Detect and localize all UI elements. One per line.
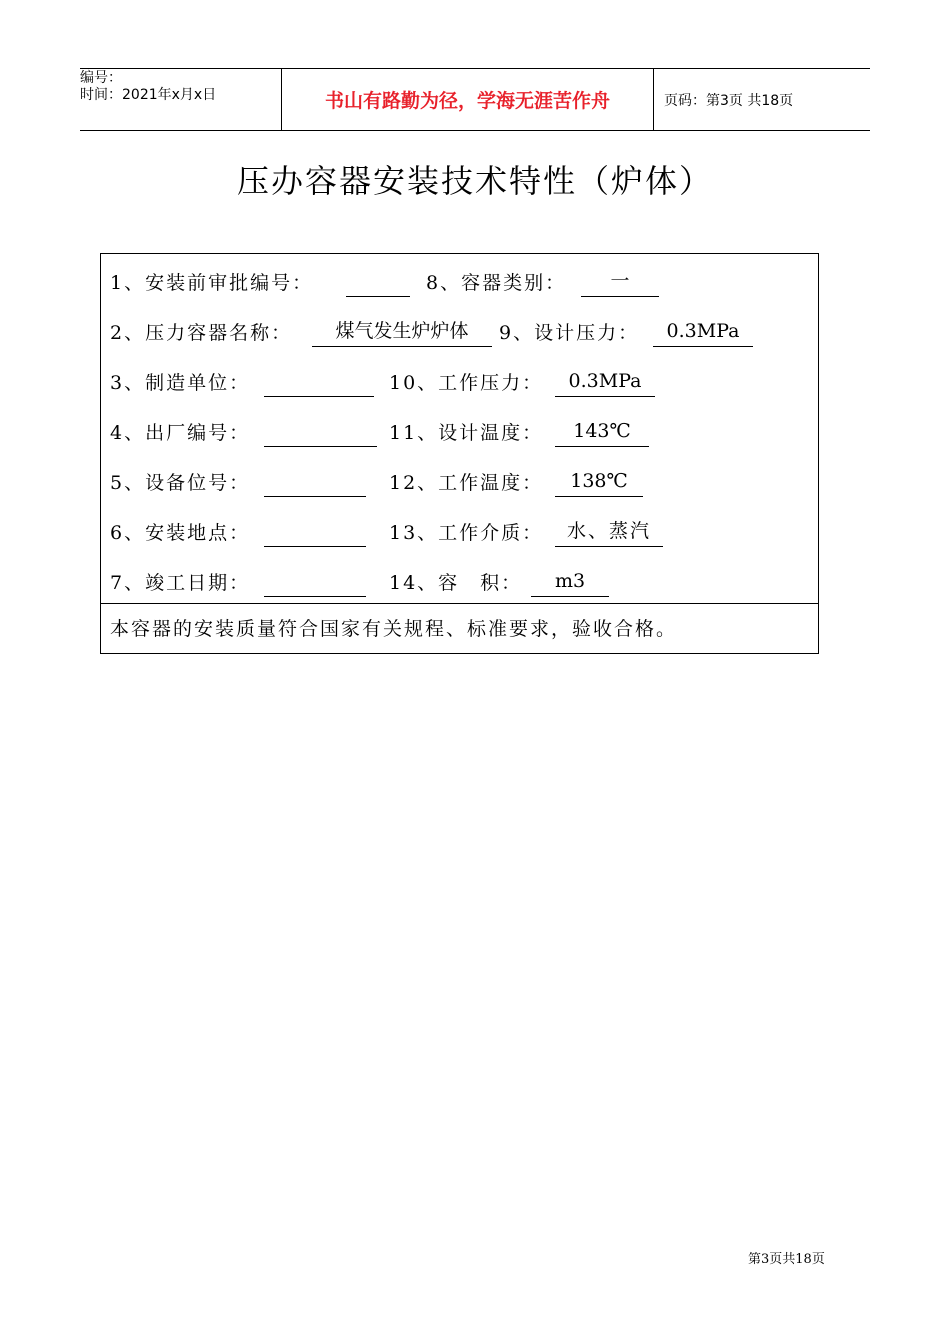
field-label: 13、工作介质： — [389, 522, 544, 544]
field-label: 12、工作温度： — [389, 472, 544, 494]
acceptance-statement: 本容器的安装质量符合国家有关规程、标准要求，验收合格。 — [110, 618, 678, 640]
field-label: 2、压力容器名称： — [110, 322, 293, 344]
header-meta — [80, 69, 281, 130]
field-value-completion-date — [264, 568, 366, 597]
field-label: 3、制造单位： — [110, 372, 251, 394]
field-value-working-medium: 水、蒸汽 — [555, 518, 663, 547]
form-row — [110, 368, 810, 398]
field-label: 7、竣工日期： — [110, 572, 251, 594]
field-value-working-temperature: 138℃ — [555, 468, 643, 497]
form-row — [110, 418, 810, 448]
form-row — [110, 518, 810, 548]
page-header — [80, 68, 870, 131]
form-divider — [101, 603, 818, 604]
field-value-install-location — [264, 518, 366, 547]
field-value-design-pressure: 0.3MPa — [653, 318, 753, 347]
field-label: 6、安装地点： — [110, 522, 251, 544]
form-row — [110, 568, 810, 598]
field-value-volume: m3 — [531, 568, 609, 597]
field-label: 8、容器类别： — [426, 272, 567, 294]
document-time: 时间：2021年x月x日 — [80, 87, 217, 103]
header-motto: 书山有路勤为径，学海无涯苦作舟 — [281, 69, 654, 130]
field-value-manufacturer — [264, 368, 374, 397]
form-row — [110, 468, 810, 498]
field-value-vessel-name: 煤气发生炉炉体 — [312, 318, 492, 347]
form-row — [110, 318, 810, 348]
page-title: 压办容器安装技术特性（炉体） — [236, 162, 713, 200]
field-value-vessel-category: 一 — [581, 268, 659, 297]
field-label: 5、设备位号： — [110, 472, 251, 494]
field-value-factory-number — [264, 418, 377, 447]
document-number-label: 编号： — [80, 70, 122, 86]
field-label: 1、安装前审批编号： — [110, 272, 314, 294]
field-value-equipment-tag — [264, 468, 366, 497]
field-label: 10、工作压力： — [389, 372, 544, 394]
field-label: 14、容 积： — [389, 572, 523, 594]
spec-form — [100, 253, 819, 654]
field-value-design-temperature: 143℃ — [555, 418, 649, 447]
page-footer: 第3页共18页 — [748, 1252, 825, 1267]
field-label: 4、出厂编号： — [110, 422, 251, 444]
form-row — [110, 268, 810, 298]
field-value-approval-number — [346, 268, 410, 297]
field-label: 9、设计压力： — [499, 322, 640, 344]
field-label: 11、设计温度： — [389, 422, 544, 444]
field-value-working-pressure: 0.3MPa — [555, 368, 655, 397]
header-page-info: 页码：第3页 共18页 — [664, 92, 794, 109]
